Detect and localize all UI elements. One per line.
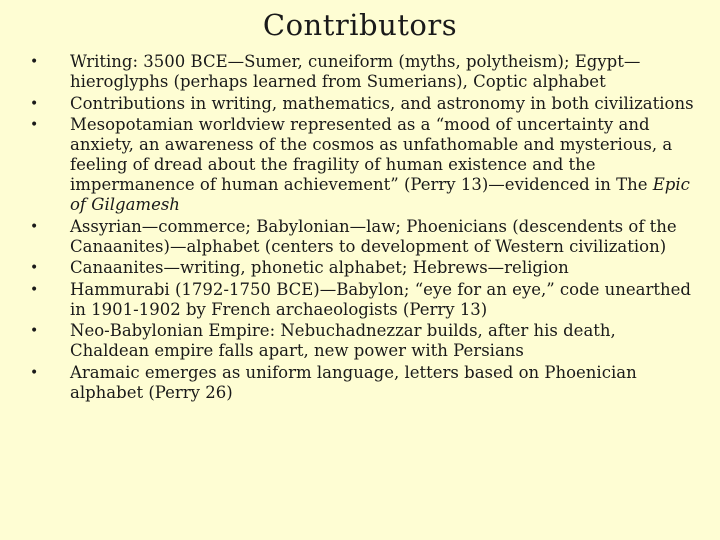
bullet-text: Aramaic emerges as uniform language, letters based on Phoenician alphabet (Perry 26) (70, 362, 637, 402)
bullet-point-icon: • (30, 95, 39, 112)
bullet-text: Neo-Babylonian Empire: Nebuchadnezzar builds, after his death, Chaldean empire falls apart, new power with Persians (70, 321, 616, 360)
bullet-item (30, 258, 700, 278)
bullet-point-icon: • (30, 117, 39, 133)
bullet-point-icon: • (30, 54, 39, 70)
bullet-point-icon: • (30, 260, 39, 276)
bullet-text: Contributions in writing, mathematics, and astronomy in both civilizations (70, 93, 694, 113)
bullet-list (30, 52, 700, 404)
bullet-text: Assyrian—commerce; Babylonian—law; Phoenicians (descendents of the Canaanites)—alphabet (centers to development of Western civilization) (70, 216, 677, 256)
bullet-point-icon: • (30, 218, 39, 235)
slide-title: Contributors (262, 8, 458, 42)
bullet-item (30, 321, 700, 361)
bullet-item (30, 363, 700, 403)
bullet-item (30, 115, 700, 215)
bullet-item (30, 94, 700, 114)
bullet-item (30, 217, 700, 257)
bullet-text: Mesopotamian worldview represented as a “mood of uncertainty and anxiety, an awareness of the cosmos as unfathomable and mysterious, a feeling of dread about the fragility of human existence and the impermanence of human achievement” (Perry 13)—evidenced in The (70, 115, 673, 194)
bullet-text: Hammurabi (1792-1750 BCE)—Babylon; “eye for an eye,” code unearthed in 1901-1902 by French archaeologists (Perry 13) (70, 279, 691, 319)
bullet-point-icon: • (30, 281, 39, 298)
bullet-item (30, 52, 700, 92)
bullet-item (30, 280, 700, 320)
bullet-point-icon: • (30, 323, 39, 339)
bullet-text-italic: Epic of Gilgamesh (70, 175, 690, 214)
bullet-text: Canaanites—writing, phonetic alphabet; Hebrews—religion (70, 258, 569, 277)
bullet-point-icon: • (30, 364, 39, 381)
bullet-text: Writing: 3500 BCE—Sumer, cuneiform (myths, polytheism); Egypt—hieroglyphs (perhaps learned from Sumerians), Coptic alphabet (70, 52, 641, 91)
